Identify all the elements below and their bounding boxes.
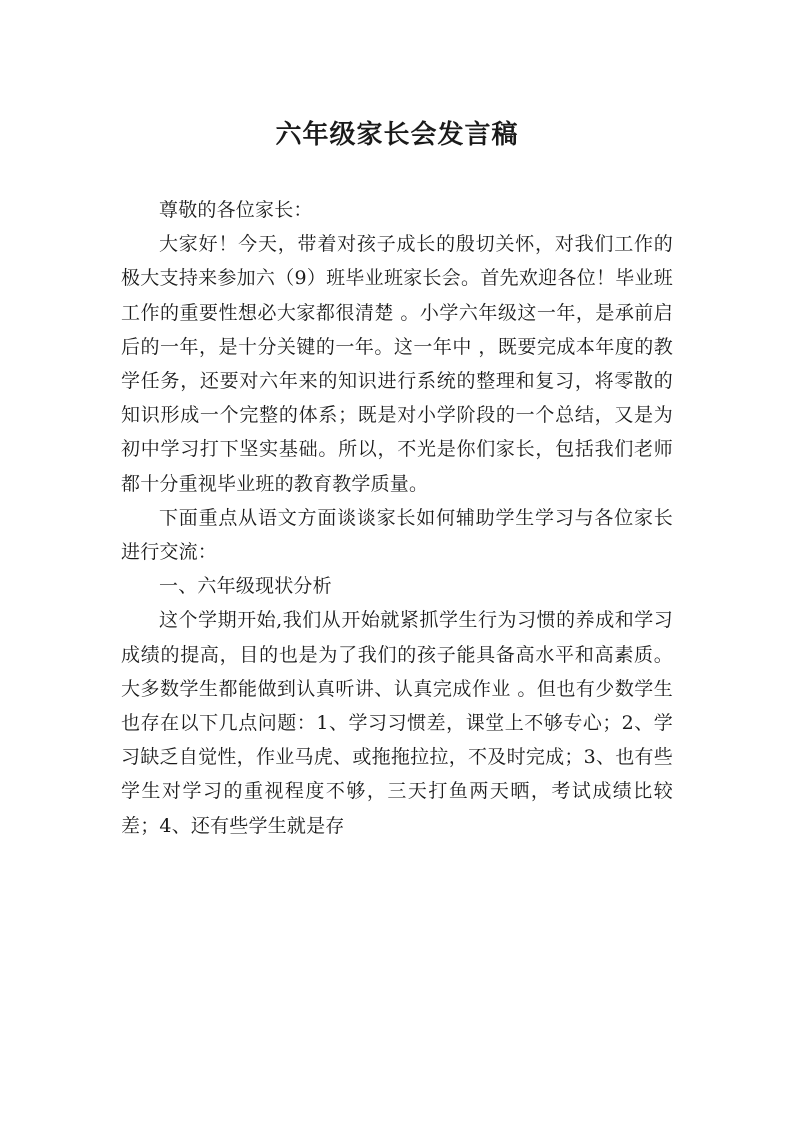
greeting-paragraph: 尊敬的各位家长： bbox=[159, 199, 313, 221]
body-paragraph-2: 下面重点从语文方面谈谈家长如何辅助学生学习与各位家长进行交流： bbox=[121, 506, 673, 564]
document-title: 六年级家长会发言稿 bbox=[275, 120, 519, 151]
document-body bbox=[121, 193, 673, 843]
body-paragraph-1: 大家好！今天，带着对孩子成长的殷切关怀，对我们工作的极大支持来参加六（9）班毕业班家长会。首先欢迎各位！毕业班工作的重要性想必大家都很清楚 。小学六年级这一年，是承前启后的一年，是十分关键的一年。这一年中 ，既要完成本年度的教学任务，还要对六年来的知识进行系统的整理和复习，将零散的知识形成一个完整的体系；既是对小学阶段的一个总结，又是为初中学习打下坚实基础。所以，不光是你们家长，包括我们老师都十分重视毕业班的教育教学质量。 bbox=[121, 233, 673, 495]
section-heading-1: 一、六年级现状分析 bbox=[159, 575, 332, 598]
body-paragraph-3: 这个学期开始,我们从开始就紧抓学生行为习惯的养成和学习成绩的提高，目的也是为了我们的孩子能具备高水平和高素质。大多数学生都能做到认真听讲、认真完成作业 。但也有少数学生也存在以下几点问题：1、学习习惯差，课堂上不够专心；2、学习缺乏自觉性，作业马虎、或拖拖拉拉，不及时完成；3、也有些学生对学习的重视程度不够，三天打鱼两天晒，考试成绩比较差；4、还有些学生就是存 bbox=[121, 609, 673, 837]
